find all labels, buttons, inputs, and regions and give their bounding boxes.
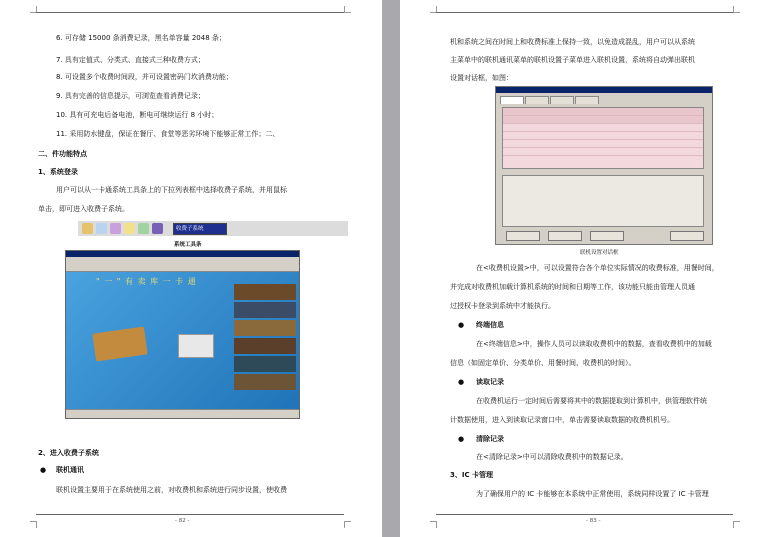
paragraph-line: 信息（如固定单价、分类单价、用餐时间、收费机的时间）。 (450, 359, 636, 367)
crop-mark (344, 6, 351, 13)
subsystem-select-value: 收费子系统 (176, 226, 204, 232)
card-icon (96, 223, 107, 234)
dialog-button (506, 231, 540, 241)
photo-strip (234, 284, 296, 404)
crop-mark (733, 521, 740, 528)
app-banner-text: " 一 " 有 卖 库 一 卡 通 (96, 277, 197, 286)
list-item: 8. 可设置多个收费时间段，并可设置密码门坎消费功能； (56, 73, 233, 81)
dialog-tab (525, 96, 549, 104)
bullet-icon: ● (458, 321, 465, 329)
paragraph-line: 用户可以从一卡通系统工具条上的下拉列表框中选择收费子系统，并用鼠标 (56, 186, 287, 194)
paragraph-line: 在<清除记录>中可以清除收费机中的数据记录。 (476, 453, 628, 461)
bullet-heading: 清除记录 (476, 435, 504, 443)
app-splash (66, 272, 299, 410)
table-row (503, 148, 703, 156)
charging-system-screenshot (65, 250, 300, 419)
dialog-tabs (500, 96, 600, 103)
paragraph-line: 计数据使用，进入到读取记录窗口中，单击需要读取数据的收费机机号。 (450, 416, 674, 424)
coin-icon (82, 223, 93, 234)
photo (234, 320, 296, 336)
table-row (503, 116, 703, 124)
footer-rule (36, 514, 344, 515)
paragraph-line: 主菜单中的联机通讯菜单的联机设置子菜单进入联机设置，系统将自动弹出联机 (450, 56, 695, 64)
ic-card-image (92, 327, 147, 362)
paragraph-line: 为了确保用户的 IC 卡能够在本系统中正常使用，系统同样设置了 IC 卡管理 (476, 490, 709, 498)
paragraph-line: 过授权卡登录到系统中才能执行。 (450, 302, 555, 310)
rate-table (502, 107, 704, 169)
subsection-heading: 1、系统登录 (38, 168, 78, 176)
paragraph-line: 单击，即可进入收费子系统。 (38, 205, 129, 213)
paragraph-line: 联机设置主要用于在系统使用之前，对收费机和系统进行同步设置，使收费 (56, 486, 287, 494)
section-heading: 二、件功能特点 (38, 150, 87, 158)
subsection-heading: 3、IC 卡管理 (450, 471, 494, 479)
paragraph-line: 在收费机运行一定时间后需要将其中的数据提取到计算机中，供管理软件统 (476, 397, 707, 405)
subsection-heading: 2、进入收费子系统 (38, 449, 99, 457)
page-gutter (382, 0, 400, 537)
crop-mark (430, 521, 437, 528)
dialog-button (670, 231, 704, 241)
app-statusbar (66, 409, 299, 418)
crop-mark (733, 6, 740, 13)
paragraph-line: 在<终端信息>中，操作人员可以读取收费机中的数据，查看收费机中的加载 (476, 340, 712, 348)
bullet-icon: ● (40, 466, 47, 474)
pos-terminal-image (178, 334, 214, 358)
wrench-icon (138, 223, 149, 234)
dialog-titlebar (496, 87, 712, 93)
photo (234, 284, 296, 300)
user-icon (110, 223, 121, 234)
module-icon (152, 223, 163, 234)
key-icon (124, 223, 135, 234)
photo (234, 356, 296, 372)
list-item: 7. 具有定值式、分类式、直接式三种收费方式； (56, 56, 205, 64)
dialog-button (548, 231, 582, 241)
paragraph-line: 在<收费机设置>中，可以设置符合各个单位实际情况的收费标准，用餐时间， (476, 264, 719, 272)
dialog-tab (500, 96, 524, 104)
bullet-icon: ● (458, 435, 465, 443)
header-rule (36, 12, 344, 13)
bullet-heading: 终端信息 (476, 321, 504, 329)
figure-caption: 系统工具条 (174, 242, 202, 248)
dialog-tab (575, 96, 599, 104)
dialog-tab (550, 96, 574, 104)
subsystem-select (173, 223, 227, 235)
footer-rule (436, 514, 733, 515)
bullet-heading: 读取记录 (476, 378, 504, 386)
terminal-checkbox-grid (502, 175, 704, 227)
table-row (503, 132, 703, 140)
paragraph-line: 机和系统之间在时间上和收费标准上保持一致，以免造成混乱，用户可以从系统 (450, 38, 695, 46)
paragraph-line: 设置对话框，如图： (450, 74, 513, 82)
header-rule (436, 12, 733, 13)
list-item: 6. 可存储 15000 条消费记录，黑名单容量 2048 条； (56, 34, 226, 42)
system-toolbar-image (78, 221, 348, 236)
figure-caption: 联机设置对话框 (580, 250, 619, 256)
settings-dialog-image (495, 86, 713, 245)
list-item: 9. 具有完善的信息提示，可浏览查看消费记录； (56, 92, 205, 100)
list-item: 11. 采用防水键盘，保证在餐厅、食堂等恶劣环境下能够正常工作；二、 (56, 130, 280, 138)
table-row (503, 124, 703, 132)
table-row (503, 140, 703, 148)
photo (234, 302, 296, 318)
page-number: - 82 - (175, 518, 190, 524)
dialog-button (590, 231, 624, 241)
app-toolbar (66, 262, 299, 272)
photo (234, 374, 296, 390)
crop-mark (344, 521, 351, 528)
paragraph-line: 并完成对收费机加载计算机系统的时间和日期等工作，该功能只能由管理人员通 (450, 283, 695, 291)
table-row (503, 108, 703, 116)
bullet-heading: 联机通讯 (56, 466, 84, 474)
photo (234, 338, 296, 354)
bullet-icon: ● (458, 378, 465, 386)
page-number: - 83 - (586, 518, 601, 524)
list-item: 10. 具有可充电后备电池，断电可继续运行 8 小时； (56, 111, 219, 119)
crop-mark (30, 521, 37, 528)
